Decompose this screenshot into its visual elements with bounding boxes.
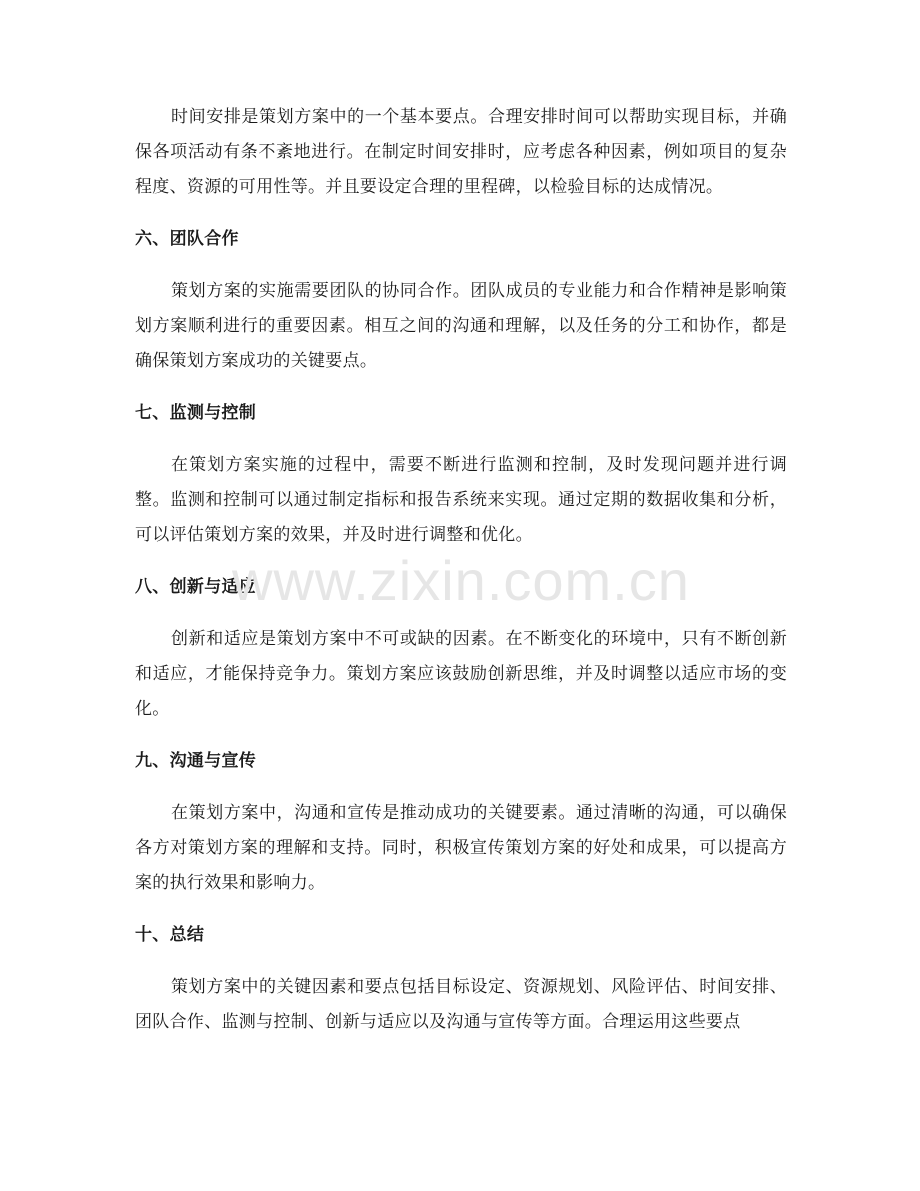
watermark: www.zixin.com.cn [232, 549, 690, 612]
paragraph-innovation-adaptation: 创新和适应是策划方案中不可或缺的因素。在不断变化的环境中，只有不断创新和适应，才能保持竞争力。策划方案应该鼓励创新思维，并及时调整以适应市场的变化。 [135, 629, 787, 719]
paragraph-communication-promotion: 在策划方案中，沟通和宣传是推动成功的关键要素。通过清晰的沟通，可以确保各方对策划方案的理解和支持。同时，积极宣传策划方案的好处和成果，可以提高方案的执行效果和影响力。 [135, 803, 787, 893]
heading-communication-promotion: 九、沟通与宣传 [135, 751, 257, 771]
paragraph-monitoring-control: 在策划方案实施的过程中，需要不断进行监测和控制，及时发现问题并进行调整。监测和控制可以通过制定指标和报告系统来实现。通过定期的数据收集和分析，可以评估策划方案的效果，并及时进行调整和优化。 [135, 455, 787, 545]
heading-summary: 十、总结 [135, 925, 205, 945]
paragraph-summary: 策划方案中的关键因素和要点包括目标设定、资源规划、风险评估、时间安排、团队合作、监测与控制、创新与适应以及沟通与宣传等方面。合理运用这些要点 [135, 977, 787, 1032]
document-body [135, 100, 787, 1040]
heading-team-cooperation: 六、团队合作 [135, 229, 239, 249]
heading-monitoring-control: 七、监测与控制 [135, 403, 257, 423]
paragraph-time-arrangement: 时间安排是策划方案中的一个基本要点。合理安排时间可以帮助实现目标，并确保各项活动有条不紊地进行。在制定时间安排时，应考虑各种因素，例如项目的复杂程度、资源的可用性等。并且要设定合理的里程碑，以检验目标的达成情况。 [135, 107, 787, 197]
heading-innovation-adaptation: 八、创新与适应 [135, 577, 257, 597]
paragraph-team-cooperation: 策划方案的实施需要团队的协同合作。团队成员的专业能力和合作精神是影响策划方案顺利进行的重要因素。相互之间的沟通和理解，以及任务的分工和协作，都是确保策划方案成功的关键要点。 [135, 281, 787, 371]
